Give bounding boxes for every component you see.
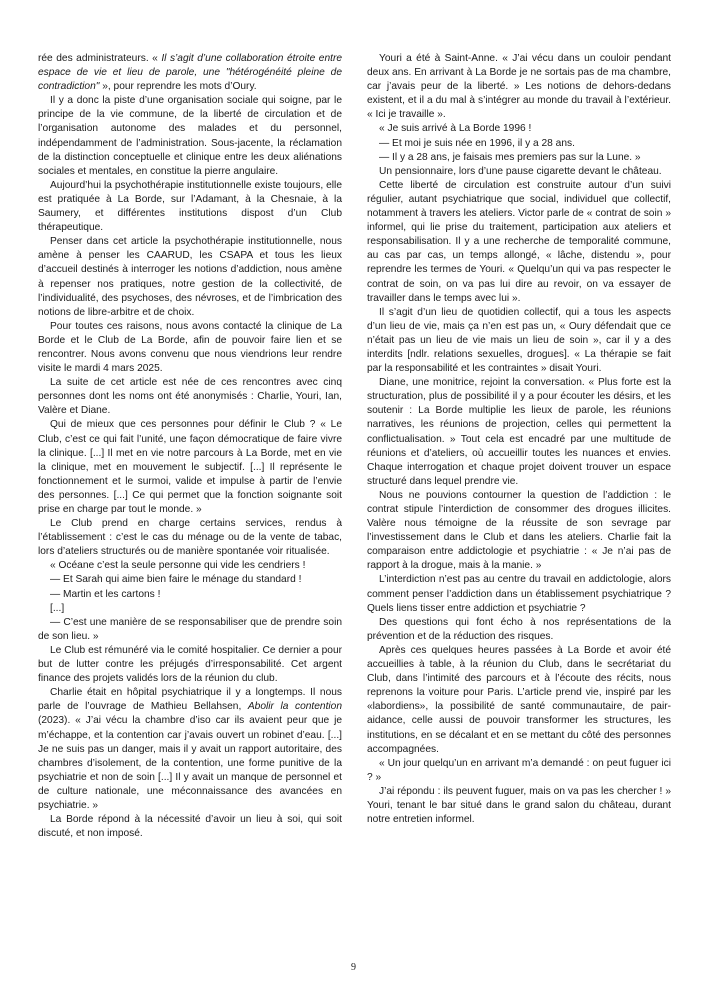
paragraph-text: Il s’agit d’un lieu de quotidien collectif, qui a tous les aspects d’un lieu de vie, mais ça n’en est pas un, « Oury défendait que ce n’était pas un lieu de vie mais un lieu de soin », car il y a des interdits [ndlr. relations sexuelles, drogues]. « La thérapie se fait par la responsabilité et les contraintes » disait Youri. <box>367 306 671 375</box>
paragraph-text: Charlie était en hôpital psychiatrique il y a longtemps. Il nous parle de l’ouvrage de Mathieu Bellahsen, <box>38 687 342 713</box>
paragraph-text: Nous ne pouvions contourner la question de l’addiction : le contrat stipule l’interdiction de consommer des drogues illicites. Valère nous témoigne de la réussite de son sevrage par l’investissement dans le Club et dans les ateliers. Charlie fait la comparaison entre addictologie et psychiatrie : « Je n’ai pas de rapport à la drogue, mais à la manie. » <box>367 489 671 572</box>
paragraph-text: J’ai répondu : ils peuvent fuguer, mais on va pas les chercher ! » Youri, tenant le bar situé dans le grand salon du château, durant notre entretien informel. <box>367 785 671 826</box>
paragraph <box>367 165 671 179</box>
paragraph <box>38 588 342 602</box>
paragraph-text: — C’est une manière de se responsabiliser que de prendre soin de son lieu. » <box>38 616 342 642</box>
paragraph-text: — Martin et les cartons ! <box>50 588 161 600</box>
paragraph-text: (2023). « J’ai vécu la chambre d’iso car ils avaient peur que je m’échappe, et la contention car j’avais ouvert un robinet d’eau. [...] Je ne suis pas un danger, mais il y avait un rapport autoritaire, des chambres d’isolement, de la contention, une forme punitive de la psychiatrie et non de soin [...] Il y avait un manque de personnel et de culture nationale, une méconnaissance des avancées en psychiatrie. » <box>38 715 342 811</box>
paragraph-text: L’interdiction n’est pas au centre du travail en addictologie, alors comment penser l’addiction dans un établissement psychiatrique ? Quels liens tisser entre addiction et psychiatrie ? <box>367 574 671 614</box>
paragraph-text: Un pensionnaire, lors d’une pause cigarette devant le château. <box>379 165 662 177</box>
paragraph-text: Youri a été à Saint-Anne. « J’ai vécu dans un couloir pendant deux ans. En arrivant à La Borde je ne sortais pas de ma chambre, car j’avais peur de la liberté. » Les notions de dehors-dedans existent, et il a du mal à s’intégrer au monde du travail à l’extérieur. « Ici je travaille ». <box>367 53 671 121</box>
paragraph <box>38 94 342 179</box>
paragraph <box>38 235 342 320</box>
paragraph-text: Le Club prend en charge certains services, rendus à l’établissement : c’est le cas du ménage ou de la vente de tabac, lors d’ateliers structurés ou de manière spontanée voir ritualisée. <box>38 518 342 558</box>
paragraph <box>367 376 671 489</box>
paragraph <box>367 757 671 785</box>
paragraph <box>38 376 342 418</box>
paragraph-text: — Et Sarah qui aime bien faire le ménage du standard ! <box>50 574 302 586</box>
paragraph <box>38 686 342 813</box>
paragraph-text: rée des administrateurs. « <box>38 53 162 64</box>
paragraph-text: — Et moi je suis née en 1996, il y a 28 ans. <box>379 137 575 149</box>
paragraph <box>38 644 342 686</box>
paragraph-text: Pour toutes ces raisons, nous avons contacté la clinique de La Borde et le Club de La Borde, afin de pouvoir faire lien et se rencontrer. Nous avons convenu que nous viendrions leur rendre visite le mardi 4 mars 2025. <box>38 320 342 375</box>
text-column-left <box>38 52 342 841</box>
paragraph-text: — Il y a 28 ans, je faisais mes premiers pas sur la Lune. » <box>379 151 641 163</box>
paragraph <box>367 785 671 827</box>
paragraph-text: Des questions qui font écho à nos représentations de la prévention et de la réduction des risques. <box>367 616 671 642</box>
paragraph-text: La Borde répond à la nécessité d’avoir un lieu à soi, qui soit discuté, et non imposé. <box>38 814 342 840</box>
paragraph <box>38 179 342 235</box>
paragraph <box>38 573 342 587</box>
paragraph-text: « Un jour quelqu’un en arrivant m’a demandé : on peut fuguer ici ? » <box>367 757 671 783</box>
paragraph <box>367 151 671 165</box>
paragraph <box>38 602 342 616</box>
paragraph <box>367 122 671 136</box>
paragraph <box>38 616 342 644</box>
paragraph-text: Après ces quelques heures passées à La Borde et avoir été accueillies à table, à la réunion du Club, dans le secrétariat du Club, dans l’intimité des parcours et à l’écoute des récits, nous reprenons la voiture pour Paris. L’article prend vie, inspiré par les «labordiens», la possibilité de santé communautaire, de pair-aidance, celle aussi de pouvoir transformer les structures, les institutions, en se décalant et en se mettant du côté des personnes accompagnées. <box>367 644 671 755</box>
page-number: 9 <box>351 962 356 973</box>
paragraph <box>367 616 671 644</box>
italic-text: Il s’agit d’une collaboration étroite entre espace de vie et lieu de parole, une "hétérogénéité pleine de contradiction" <box>38 53 343 93</box>
paragraph-text: Aujourd’hui la psychothérapie institutionnelle existe toujours, elle est pratiquée à La Borde, sur l’Adamant, à la Chesnaie, à la Saumery, et différentes institutions dispost d’un Club thérapeutique. <box>38 179 342 234</box>
paragraph <box>38 418 342 517</box>
paragraph <box>367 573 671 615</box>
paragraph <box>38 320 342 376</box>
paragraph-text: Diane, une monitrice, rejoint la conversation. « Plus forte est la structuration, plus de possibilité il y a pour écouter les désirs, et les soutenir : La Borde multiplie les lieux de parole, les réunions narratives, les réunions de projection, celles qui permettent la conflictualisation. » Tout cela est encadré par une multitude de réunions et d’ateliers, où accueillir toutes les nuances et envies. Chaque interrogation et chaque projet doivent trouver un espace structuré dans lequel prendre vie. <box>367 377 671 487</box>
paragraph <box>38 517 342 559</box>
paragraph <box>38 813 342 841</box>
paragraph <box>367 137 671 151</box>
paragraph <box>38 559 342 573</box>
paragraph-text: », pour reprendre les mots d’Oury. <box>99 81 257 93</box>
paragraph <box>367 306 671 376</box>
paragraph-text: « Océane c’est la seule personne qui vide les cendriers ! <box>50 560 306 572</box>
paragraph <box>38 52 342 94</box>
paragraph-text: Il y a donc la piste d’une organisation sociale qui soigne, par le principe de la vie commune, de la liberté de circulation et de l’organisation autonome des malades et du personnel, indépendamment de l’administration. Sous-jacente, la réclamation de la distinction conceptuelle et clinique entre les deux aliénations sociales et mentales, en constitue la pierre angulaire. <box>38 95 342 177</box>
paragraph <box>367 52 671 122</box>
paragraph-text: Qui de mieux que ces personnes pour définir le Club ? « Le Club, c’est ce qui fait l’unité, une façon démocratique de faire vivre la clinique. [...] Il met en vie notre parcours à La Borde, met en vie la clinique, met en mouvement le subjectif. [...] Il représente le fonctionnement et le surmoi, valide et impulse à partir de l’envie des personnes. [...] Ce qui permet que la fonction soignante soit prise en charge par tout le monde. » <box>38 419 342 515</box>
paragraph <box>367 489 671 574</box>
paragraph-text: [...] <box>50 602 65 614</box>
paragraph-text: La suite de cet article est née de ces rencontres avec cinq personnes dont les noms ont été anonymisés : Charlie, Youri, Ian, Valère et Diane. <box>38 377 342 417</box>
italic-text: Abolir la contention <box>247 701 342 713</box>
paragraph-text: « Je suis arrivé à La Borde 1996 ! <box>379 123 532 135</box>
text-column-right <box>367 52 671 827</box>
paragraph <box>367 179 671 306</box>
paragraph-text: Penser dans cet article la psychothérapie institutionnelle, nous amène à penser les CAARUD, les CSAPA et tous les lieux d’accueil destinés à interroger les notions d’addiction, nous amène à repenser nos pratiques, notre gestion de la collectivité, de l’individualité, des psychoses, des névroses, et de l’imbrication des notions de libre-arbitre et de choix. <box>38 236 342 318</box>
paragraph <box>367 644 671 757</box>
paragraph-text: Le Club est rémunéré via le comité hospitalier. Ce dernier a pour but de lutter contre les préjugés d’irresponsabilité. Cet argent finance des projets validés lors de la réunion du club. <box>38 644 342 685</box>
paragraph-text: Cette liberté de circulation est construite autour d’un suivi régulier, autant psychiatrique que social, individuel que collectif, notamment à travers les ateliers. Victor parle de « contrat de soin » informel, qui lie prise du traitement, participation aux ateliers et responsabilisation. Il y a une recherche de temporalité commune, au cas par cas, un temps allongé, « lâche, distendu », pour reprendre les termes de Youri. « Quelqu’un qui va pas respecter le contrat de soin, on va pas lui dire au revoir, on va essayer de travailler dans le temps avec lui ». <box>367 179 671 304</box>
